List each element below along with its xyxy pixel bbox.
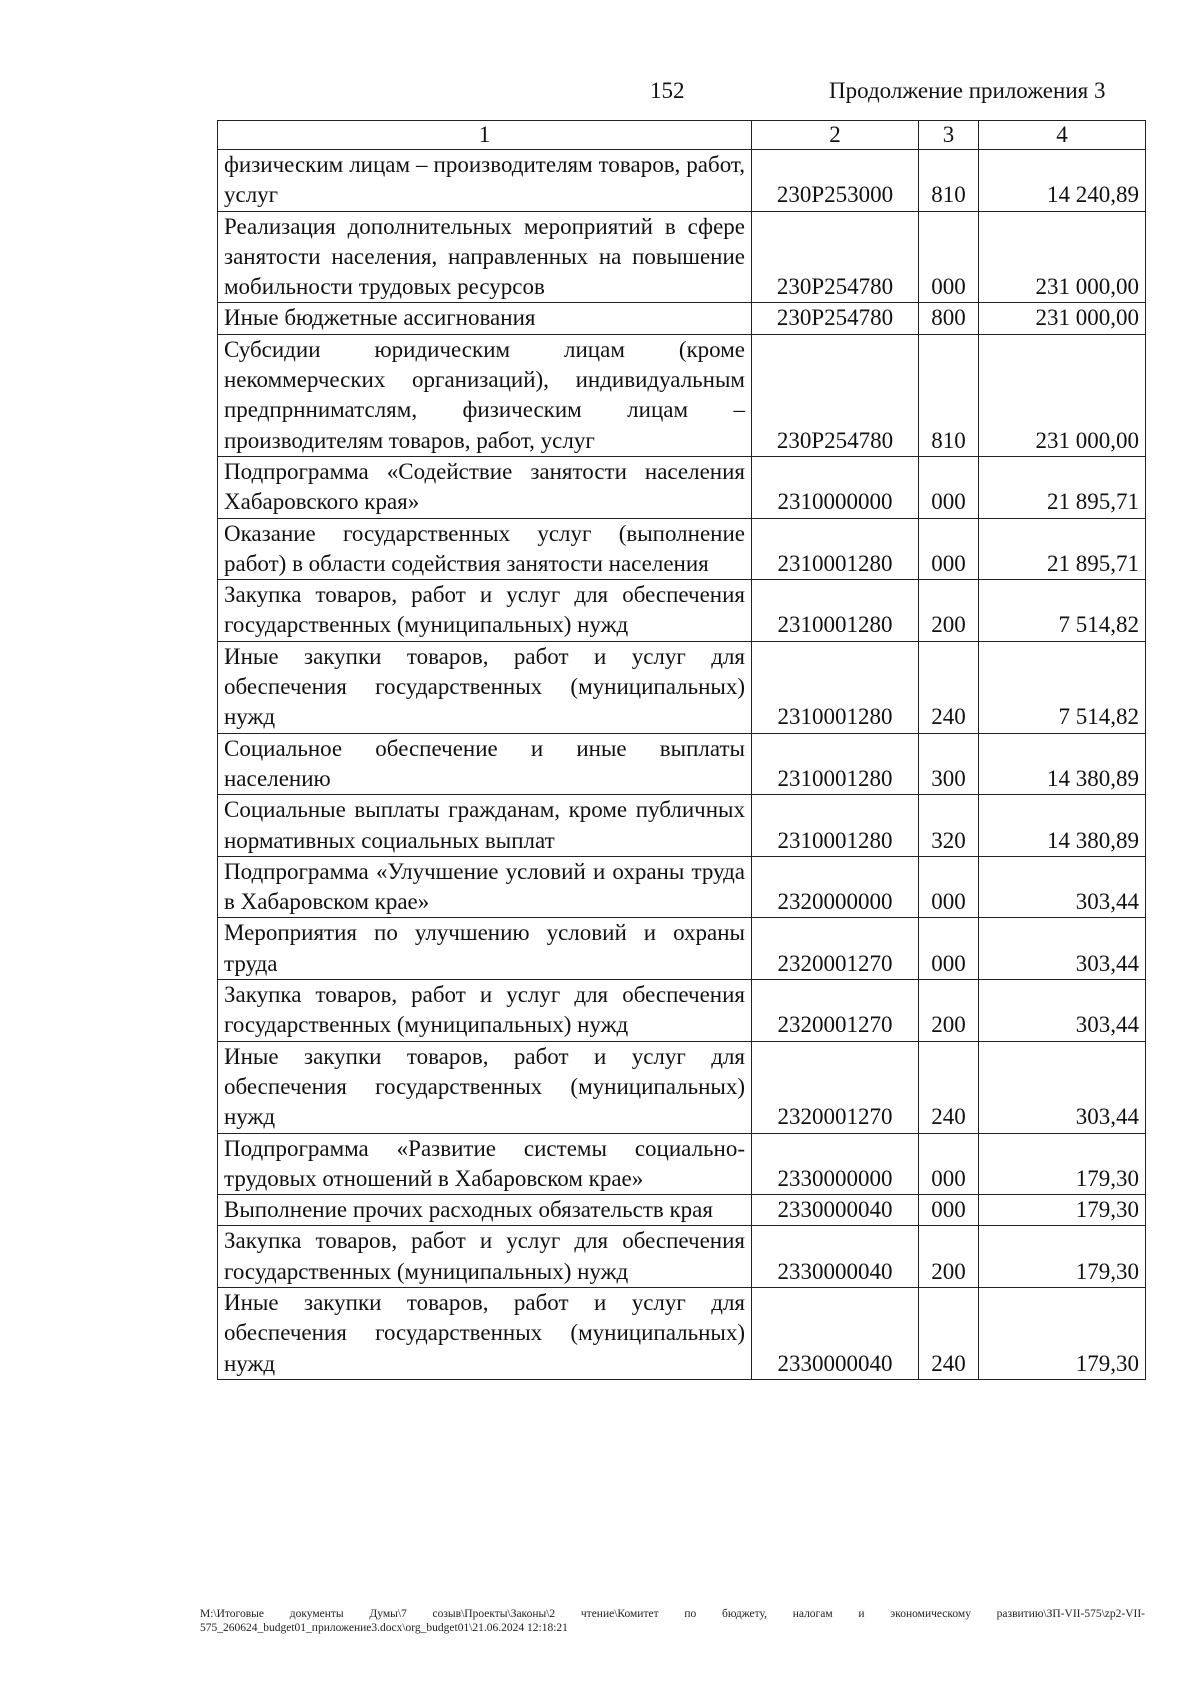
row-expense-type: 240	[919, 1041, 979, 1133]
row-name: Закупка товаров, работ и услуг для обеспечения государственных (муниципальных) нужд	[218, 580, 752, 642]
row-name: Социальные выплаты гражданам, кроме публичных нормативных социальных выплат	[218, 795, 752, 857]
row-expense-type: 000	[919, 518, 979, 580]
column-header-1: 1	[218, 121, 752, 150]
row-expense-type: 000	[919, 456, 979, 518]
row-name: Подпрограмма «Улучшение условий и охраны труда в Хабаровском крае»	[218, 856, 752, 918]
row-target-code: 2320001270	[752, 1041, 919, 1133]
row-amount: 303,44	[979, 1041, 1146, 1133]
row-amount: 303,44	[979, 980, 1146, 1042]
row-expense-type: 000	[919, 918, 979, 980]
table-row	[218, 1287, 1146, 1379]
column-header-3: 3	[919, 121, 979, 150]
row-expense-type: 200	[919, 980, 979, 1042]
document-file-path-footer: M:\Итоговые документы Думы\7 созыв\Проекты\Законы\2 чтение\Комитет по бюджету, налогам и экономическому развитию\ЗП-VII-575\zp2-VII-575_260624_budget01_приложение3.docx\org_budget01\21.06.2024 12:18:21	[200, 1608, 1145, 1634]
row-expense-type: 200	[919, 580, 979, 642]
row-target-code: 230P254780	[752, 211, 919, 303]
budget-table	[217, 120, 1146, 1380]
row-name: Подпрограмма «Содействие занятости населения Хабаровского края»	[218, 456, 752, 518]
row-name: физическим лицам – производителям товаров, работ, услуг	[218, 150, 752, 212]
table-row	[218, 1133, 1146, 1195]
row-target-code: 2310001280	[752, 641, 919, 733]
row-amount: 231 000,00	[979, 334, 1146, 456]
table-row	[218, 1226, 1146, 1288]
row-target-code: 2310000000	[752, 456, 919, 518]
row-name: Социальное обеспечение и иные выплаты населению	[218, 733, 752, 795]
row-expense-type: 800	[919, 303, 979, 334]
row-expense-type: 200	[919, 1226, 979, 1288]
row-expense-type: 000	[919, 856, 979, 918]
row-expense-type: 240	[919, 1287, 979, 1379]
row-target-code: 2320001270	[752, 980, 919, 1042]
row-target-code: 2320001270	[752, 918, 919, 980]
row-expense-type: 810	[919, 150, 979, 212]
page-number: 152	[650, 78, 685, 103]
table-row	[218, 334, 1146, 456]
row-target-code: 2310001280	[752, 795, 919, 857]
row-name: Иные закупки товаров, работ и услуг для обеспечения государственных (муниципальных) нужд	[218, 641, 752, 733]
row-amount: 179,30	[979, 1287, 1146, 1379]
row-name: Иные бюджетные ассигнования	[218, 303, 752, 334]
row-expense-type: 300	[919, 733, 979, 795]
row-amount: 14 240,89	[979, 150, 1146, 212]
row-name: Иные закупки товаров, работ и услуг для обеспечения государственных (муниципальных) нужд	[218, 1041, 752, 1133]
row-amount: 231 000,00	[979, 303, 1146, 334]
row-target-code: 2330000040	[752, 1287, 919, 1379]
row-amount: 231 000,00	[979, 211, 1146, 303]
table-row	[218, 1041, 1146, 1133]
row-amount: 14 380,89	[979, 795, 1146, 857]
row-name: Иные закупки товаров, работ и услуг для обеспечения государственных (муниципальных) нужд	[218, 1287, 752, 1379]
row-amount: 303,44	[979, 856, 1146, 918]
row-target-code: 2330000040	[752, 1195, 919, 1226]
appendix-continuation-label: Продолжение приложения 3	[829, 78, 1106, 103]
row-target-code: 2310001280	[752, 580, 919, 642]
row-expense-type: 240	[919, 641, 979, 733]
row-expense-type: 000	[919, 211, 979, 303]
row-amount: 21 895,71	[979, 518, 1146, 580]
table-row	[218, 150, 1146, 212]
row-target-code: 2310001280	[752, 733, 919, 795]
row-name: Реализация дополнительных мероприятий в сфере занятости населения, направленных на повышение мобильности трудовых ресурсов	[218, 211, 752, 303]
table-row	[218, 1195, 1146, 1226]
table-header-row	[218, 121, 1146, 150]
row-amount: 179,30	[979, 1195, 1146, 1226]
table-row	[218, 211, 1146, 303]
row-amount: 303,44	[979, 918, 1146, 980]
table-row	[218, 918, 1146, 980]
row-name: Подпрограмма «Развитие системы социально-трудовых отношений в Хабаровском крае»	[218, 1133, 752, 1195]
row-name: Закупка товаров, работ и услуг для обеспечения государственных (муниципальных) нужд	[218, 980, 752, 1042]
row-target-code: 230P254780	[752, 334, 919, 456]
row-name: Выполнение прочих расходных обязательств края	[218, 1195, 752, 1226]
table-row	[218, 856, 1146, 918]
table-row	[218, 580, 1146, 642]
row-name: Субсидии юридическим лицам (кроме некоммерческих организаций), индивидуальным предпрнниматслям, физическим лицам – производителям товаров, работ, услуг	[218, 334, 752, 456]
row-amount: 179,30	[979, 1226, 1146, 1288]
row-target-code: 2310001280	[752, 518, 919, 580]
table-row	[218, 303, 1146, 334]
table-row	[218, 456, 1146, 518]
row-amount: 179,30	[979, 1133, 1146, 1195]
row-amount: 7 514,82	[979, 580, 1146, 642]
row-amount: 7 514,82	[979, 641, 1146, 733]
row-expense-type: 000	[919, 1195, 979, 1226]
row-amount: 14 380,89	[979, 733, 1146, 795]
row-target-code: 2320000000	[752, 856, 919, 918]
row-target-code: 230P253000	[752, 150, 919, 212]
column-header-4: 4	[979, 121, 1146, 150]
row-target-code: 2330000040	[752, 1226, 919, 1288]
row-expense-type: 810	[919, 334, 979, 456]
row-amount: 21 895,71	[979, 456, 1146, 518]
row-name: Мероприятия по улучшению условий и охраны труда	[218, 918, 752, 980]
row-expense-type: 000	[919, 1133, 979, 1195]
table-row	[218, 795, 1146, 857]
row-target-code: 230P254780	[752, 303, 919, 334]
table-row	[218, 980, 1146, 1042]
table-row	[218, 733, 1146, 795]
row-name: Оказание государственных услуг (выполнение работ) в области содействия занятости населения	[218, 518, 752, 580]
column-header-2: 2	[752, 121, 919, 150]
table-row	[218, 518, 1146, 580]
row-expense-type: 320	[919, 795, 979, 857]
row-name: Закупка товаров, работ и услуг для обеспечения государственных (муниципальных) нужд	[218, 1226, 752, 1288]
row-target-code: 2330000000	[752, 1133, 919, 1195]
table-row	[218, 641, 1146, 733]
